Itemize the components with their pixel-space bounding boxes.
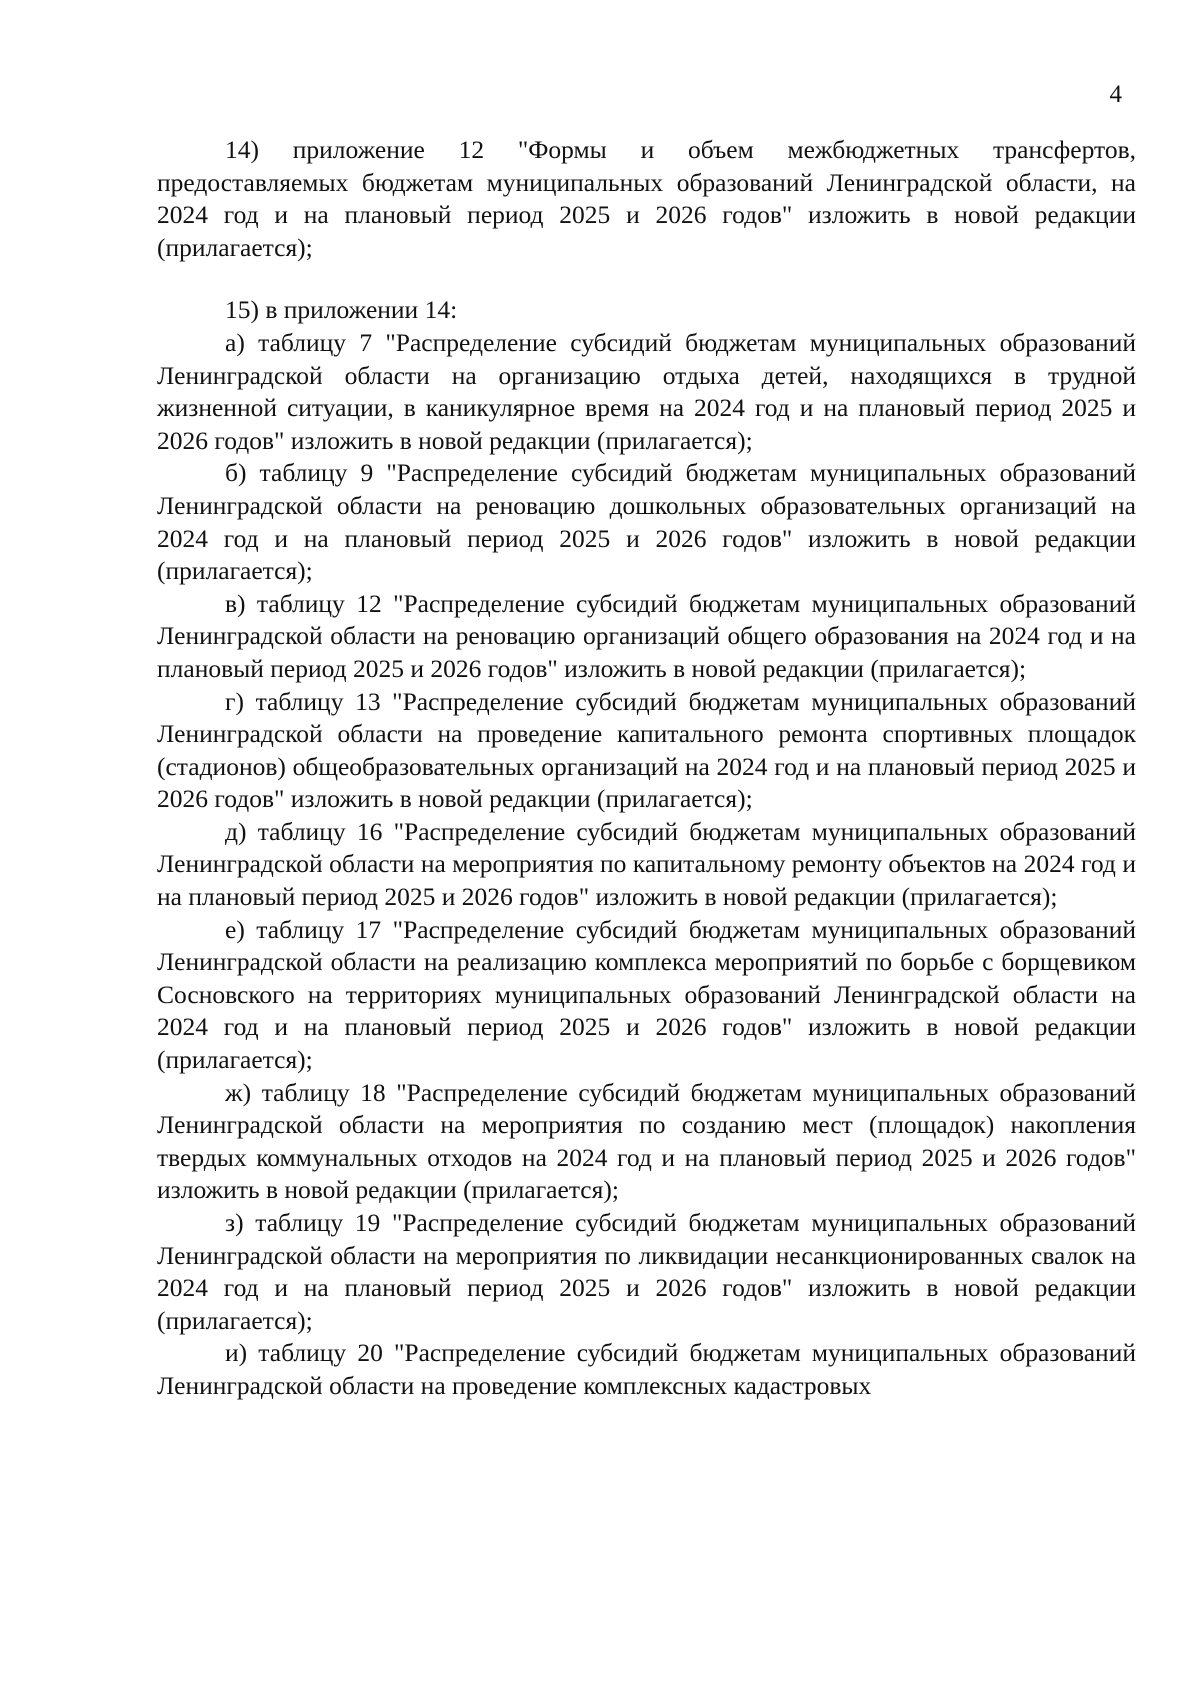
document-body [157, 134, 1136, 1403]
paragraph-item-14: 14) приложение 12 "Формы и объем межбюджетных трансфертов, предоставляемых бюджетам муниципальных образований Ленинградской области, на 2024 год и на плановый период 2025 и 2026 годов" изложить в новой редакции (прилагается); [157, 135, 1136, 262]
paragraph-subitem-g: г) таблицу 13 "Распределение субсидий бюджетам муниципальных образований Ленинградской области на проведение капитального ремонта спортивных площадок (стадионов) общеобразовательных организаций на 2024 год и на плановый период 2025 и 2026 годов" изложить в новой редакции (прилагается); [157, 686, 1136, 814]
paragraph-subitem-b: б) таблицу 9 "Распределение субсидий бюджетам муниципальных образований Ленинградской области на реновацию дошкольных образовательных организаций на 2024 год и на плановый период 2025 и 2026 годов" изложить в новой редакции (прилагается); [157, 458, 1136, 586]
page-number: 4 [1109, 81, 1122, 108]
paragraph-subitem-e: е) таблицу 17 "Распределение субсидий бюджетам муниципальных образований Ленинградской области на реализацию комплекса мероприятий по борьбе с борщевиком Сосновского на территориях муниципальных образований Ленинградской области на 2024 год и на плановый период 2025 и 2026 годов" изложить в новой редакции (прилагается); [157, 914, 1136, 1075]
paragraph-subitem-a: а) таблицу 7 "Распределение субсидий бюджетам муниципальных образований Ленинградской области на организацию отдыха детей, находящихся в трудной жизненной ситуации, в каникулярное время на 2024 год и на плановый период 2025 и 2026 годов" изложить в новой редакции (прилагается); [157, 327, 1136, 455]
paragraph-item-15: 15) в приложении 14: [225, 295, 458, 325]
paragraph-subitem-i: и) таблицу 20 "Распределение субсидий бюджетам муниципальных образований Ленинградской области на проведение комплексных кадастровых [157, 1338, 1136, 1400]
paragraph-subitem-zh: ж) таблицу 18 "Распределение субсидий бюджетам муниципальных образований Ленинградской области на мероприятия по созданию мест (площадок) накопления твердых коммунальных отходов на 2024 год и на плановый период 2025 и 2026 годов" изложить в новой редакции (прилагается); [157, 1077, 1136, 1205]
paragraph-subitem-z: з) таблицу 19 "Распределение субсидий бюджетам муниципальных образований Ленинградской области на мероприятия по ликвидации несанкционированных свалок на 2024 год и на плановый период 2025 и 2026 годов" изложить в новой редакции (прилагается); [157, 1208, 1136, 1335]
paragraph-subitem-v: в) таблицу 12 "Распределение субсидий бюджетам муниципальных образований Ленинградской области на реновацию организаций общего образования на 2024 год и на плановый период 2025 и 2026 годов" изложить в новой редакции (прилагается); [157, 588, 1136, 683]
paragraph-subitem-d: д) таблицу 16 "Распределение субсидий бюджетам муниципальных образований Ленинградской области на мероприятия по капитальному ремонту объектов на 2024 год и на плановый период 2025 и 2026 годов" изложить в новой редакции (прилагается); [157, 816, 1136, 912]
